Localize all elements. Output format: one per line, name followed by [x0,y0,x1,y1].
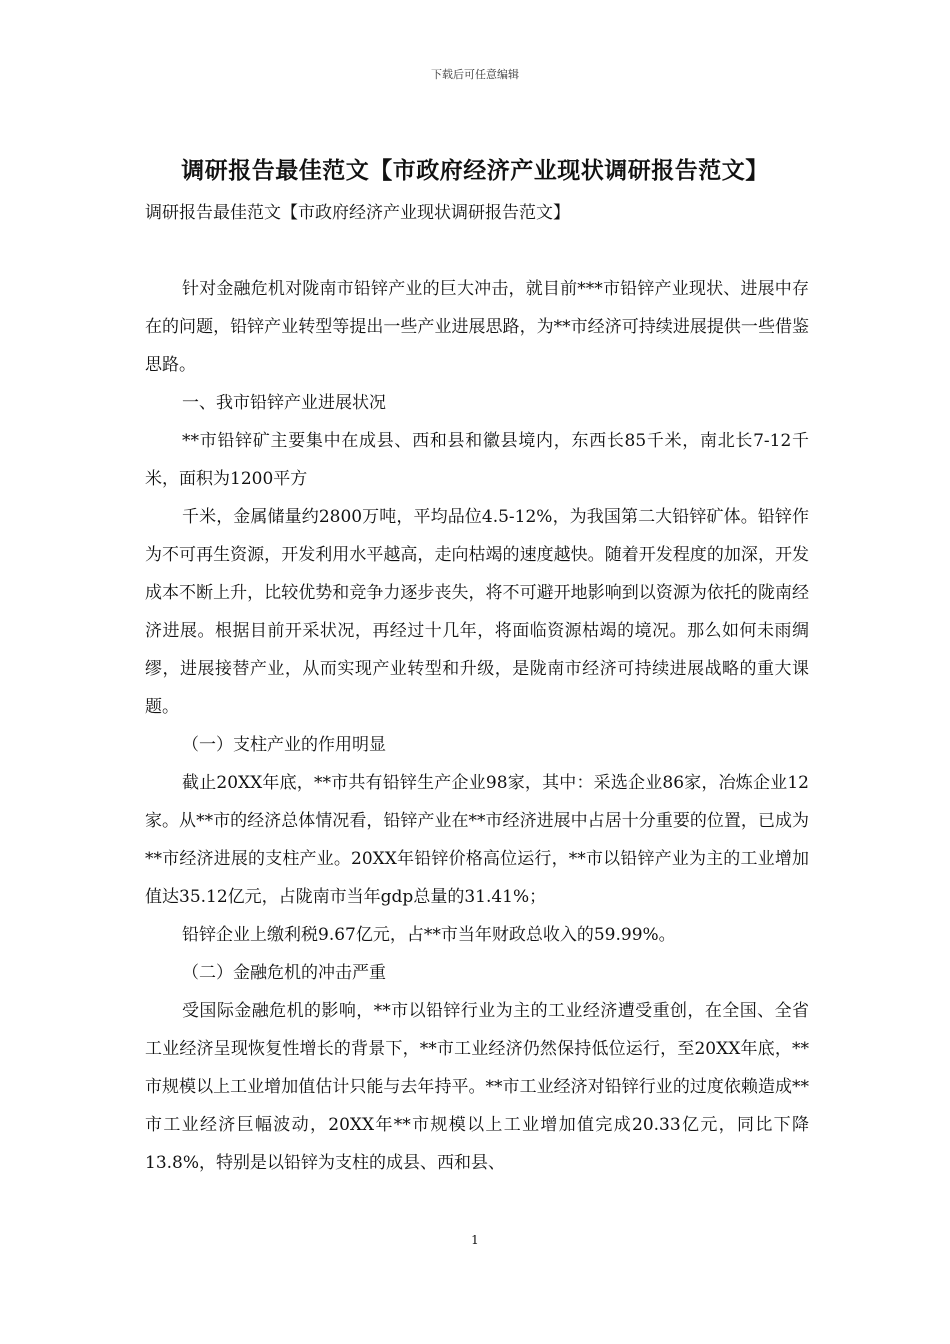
document-body [145,194,809,1182]
paragraph-taxes: 铅锌企业上缴利税9.67亿元，占**市当年财政总收入的59.99%。 [182,925,676,945]
document-title: 调研报告最佳范文【市政府经济产业现状调研报告范文】 [181,157,769,184]
document-subtitle: 调研报告最佳范文【市政府经济产业现状调研报告范文】 [145,203,570,223]
paragraph-location: **市铅锌矿主要集中在成县、西和县和徽县境内，东西长85千米，南北长7-12千米，面积为1200平方 [145,431,809,489]
page-number: 1 [471,1233,479,1247]
subsection-heading-1: （一）支柱产业的作用明显 [182,735,386,755]
paragraph-enterprises: 截止20XX年底，**市共有铅锌生产企业98家，其中：采选企业86家，冶炼企业12家。从**市的经济总体情况看，铅锌产业在**市经济进展中占居十分重要的位置，已成为**市经济进展的支柱产业。20XX年铅锌价格高位运行，**市以铅锌产业为主的工业增加值达35.12亿元，占陇南市当年gdp总量的31.41%； [145,773,809,907]
paragraph-crisis: 受国际金融危机的影响，**市以铅锌行业为主的工业经济遭受重创，在全国、全省工业经济呈现恢复性增长的背景下，**市工业经济仍然保持低位运行，至20XX年底，**市规模以上工业增加值估计只能与去年持平。**市工业经济对铅锌行业的过度依赖造成**市工业经济巨幅波动，20XX年**市规模以上工业增加值完成20.33亿元，同比下降13.8%，特别是以铅锌为支柱的成县、西和县、 [145,1001,809,1173]
subsection-heading-2: （二）金融危机的冲击严重 [182,963,386,983]
paragraph-reserves: 千米，金属储量约2800万吨，平均品位4.5-12%，为我国第二大铅锌矿体。铅锌作为不可再生资源，开发利用水平越高，走向枯竭的速度越快。随着开发程度的加深，开发成本不断上升，比较优势和竞争力逐步丧失，将不可避开地影响到以资源为依托的陇南经济进展。根据目前开采状况，再经过十几年，将面临资源枯竭的境况。那么如何未雨绸缪，进展接替产业，从而实现产业转型和升级，是陇南市经济可持续进展战略的重大课题。 [145,507,809,717]
page-header: 下载后可任意编辑 [431,68,519,81]
paragraph-intro: 针对金融危机对陇南市铅锌产业的巨大冲击，就目前***市铅锌产业现状、进展中存在的问题，铅锌产业转型等提出一些产业进展思路，为**市经济可持续进展提供一些借鉴思路。 [145,279,809,375]
section-heading-1: 一、我市铅锌产业进展状况 [182,393,386,413]
